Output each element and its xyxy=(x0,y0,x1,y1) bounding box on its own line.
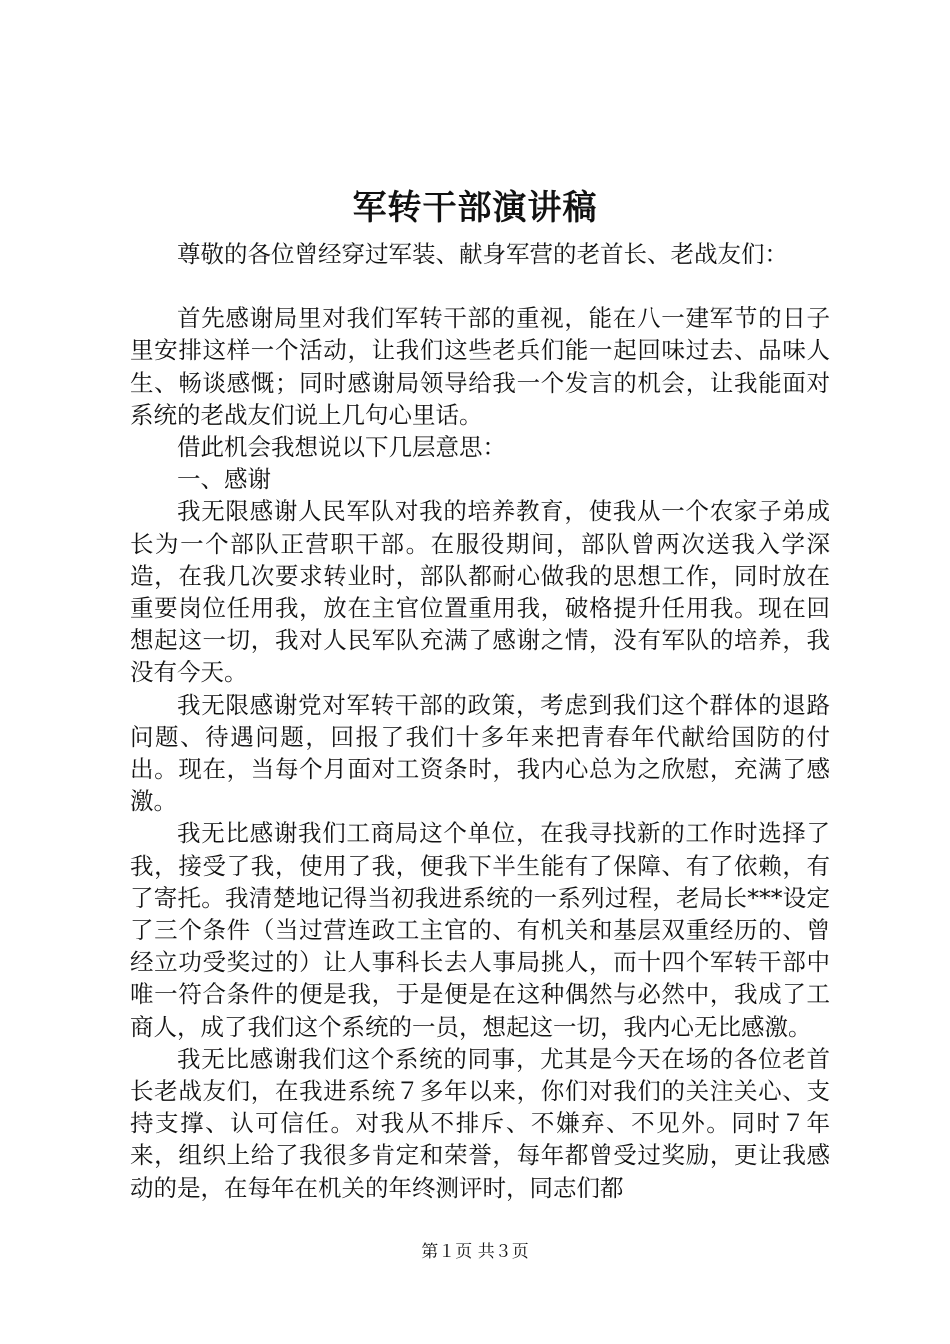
paragraph: 我无限感谢人民军队对我的培养教育，使我从一个农家子弟成长为一个部队正营职干部。在服役期间，部队曾两次送我入学深造，在我几次要求转业时，部队都耐心做我的思想工作，同时放在重要岗位任用我，放在主官位置重用我，破格提升任用我。现在回想起这一切，我对人民军队充满了感谢之情，没有军队的培养，我没有今天。 xyxy=(130,497,830,687)
paragraph: 我无比感谢我们工商局这个单位，在我寻找新的工作时选择了我，接受了我，使用了我，便我下半生能有了保障、有了依赖，有了寄托。我清楚地记得当初我进系统的一系列过程，老局长***设定了三个条件（当过营连政工主官的、有机关和基层双重经历的、曾经立功受奖过的）让人事科长去人事局挑人，而十四个军转干部中唯一符合条件的便是我，于是便是在这种偶然与必然中，我成了工商人，成了我们这个系统的一员，想起这一切，我内心无比感激。 xyxy=(130,819,830,1041)
salutation: 尊敬的各位曾经穿过军装、献身军营的老首长、老战友们： xyxy=(177,240,788,268)
document-body xyxy=(130,238,830,1204)
section-heading: 一、感谢 xyxy=(177,465,271,494)
paragraph: 首先感谢局里对我们军转干部的重视，能在八一建军节的日子里安排这样一个活动，让我们这些老兵们能一起回味过去、品味人生、畅谈感慨；同时感谢局领导给我一个发言的机会，让我能面对系统的老战友们说上几句心里话。 xyxy=(130,304,830,429)
page-footer: 第１页 共３页 xyxy=(421,1242,529,1262)
paragraph: 借此机会我想说以下几层意思： xyxy=(177,433,506,462)
paragraph-spacer xyxy=(130,270,830,302)
paragraph: 我无限感谢党对军转干部的政策，考虑到我们这个群体的退路问题、待遇问题，回报了我们十多年来把青春年代献给国防的付出。现在，当每个月面对工资条时，我内心总为之欣慰，充满了感激。 xyxy=(130,690,830,816)
document-title: 军转干部演讲稿 xyxy=(352,188,598,228)
paragraph: 我无比感谢我们这个系统的同事，尤其是今天在场的各位老首长老战友们，在我进系统７多年以来，你们对我们的关注关心、支持支撑、认可信任。对我从不排斥、不嫌弃、不见外。同时７年来，组织上给了我很多肯定和荣誉，每年都曾受过奖励，更让我感动的是，在每年在机关的年终测评时，同志们都 xyxy=(130,1044,830,1202)
